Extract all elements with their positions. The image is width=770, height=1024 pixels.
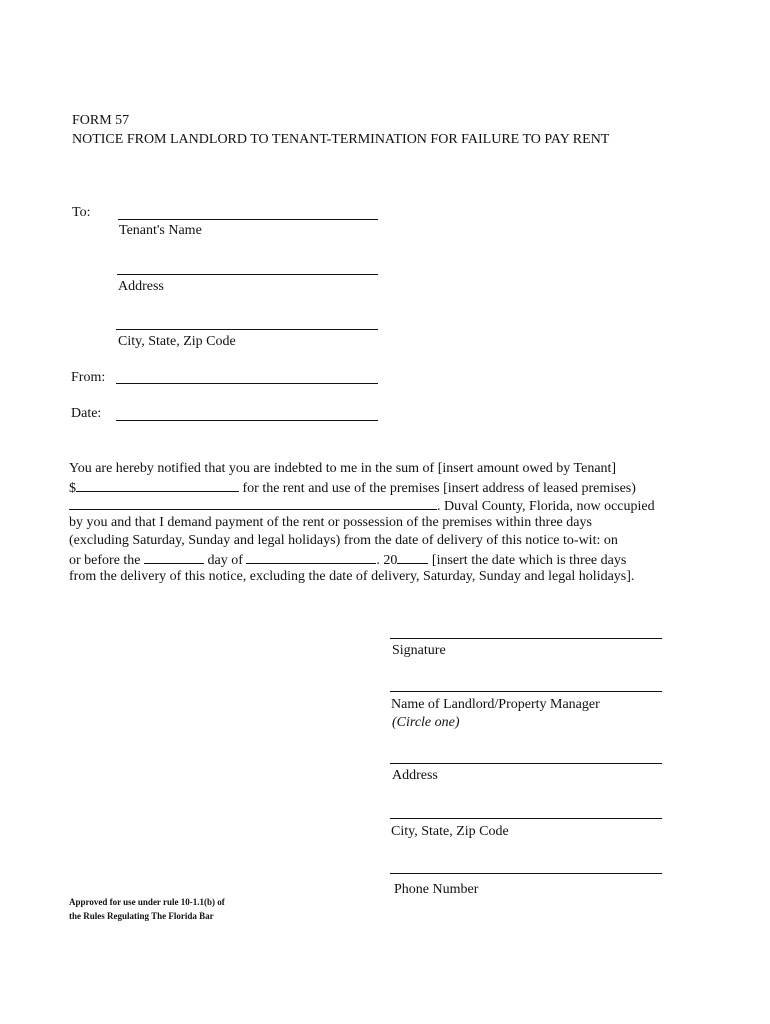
from-field[interactable] — [116, 383, 378, 384]
notice-line-4: by you and that I demand payment of the rent or possession of the premises within three days — [69, 515, 592, 530]
form-number: FORM 57 — [72, 113, 130, 128]
notice-line-1: You are hereby notified that you are indebted to me in the sum of [insert amount owed by Tenant] — [69, 461, 617, 476]
tenant-name-field[interactable] — [118, 219, 378, 220]
approval-line-1: Approved for use under rule 10-1.1(b) of — [69, 897, 225, 907]
phone-number-field[interactable] — [390, 873, 662, 874]
landlord-name-field[interactable] — [390, 691, 662, 692]
landlord-name-caption: Name of Landlord/Property Manager — [391, 697, 600, 712]
tenant-address-field[interactable] — [117, 274, 378, 275]
notice-line-2-text: for the rent and use of the premises [insert address of leased premises) — [242, 481, 636, 496]
landlord-address-caption: Address — [392, 768, 438, 783]
date-label: Date: — [71, 406, 102, 421]
signature-field[interactable] — [390, 638, 662, 639]
notice-line-6-c: . 20 — [376, 553, 398, 568]
date-field[interactable] — [116, 420, 378, 421]
notice-line-2 — [69, 478, 636, 498]
notice-line-6-a: or before the — [69, 553, 141, 568]
notice-line-5: (excluding Saturday, Sunday and legal holidays) from the date of delivery of this notice to-wit: on — [69, 533, 618, 548]
tenant-city-state-zip-caption: City, State, Zip Code — [118, 334, 236, 349]
form-title: NOTICE FROM LANDLORD TO TENANT-TERMINATION FOR FAILURE TO PAY RENT — [72, 132, 610, 147]
landlord-address-field[interactable] — [390, 763, 662, 764]
landlord-city-state-zip-caption: City, State, Zip Code — [391, 824, 509, 839]
tenant-address-caption: Address — [118, 279, 164, 294]
day-field[interactable] — [144, 550, 204, 564]
circle-one-note: (Circle one) — [392, 715, 460, 730]
notice-line-6-b: day of — [207, 553, 243, 568]
year-field[interactable] — [397, 550, 428, 564]
tenant-city-state-zip-field[interactable] — [116, 329, 378, 330]
notice-line-6 — [69, 550, 626, 570]
to-label: To: — [72, 205, 91, 220]
notice-line-7: from the delivery of this notice, excluding the date of delivery, Saturday, Sunday and legal holidays]. — [69, 569, 635, 584]
notice-line-3-text: . Duval County, Florida, now occupied — [437, 499, 655, 514]
phone-number-caption: Phone Number — [394, 882, 479, 897]
tenant-name-caption: Tenant's Name — [119, 223, 202, 238]
dollar-sign: $ — [69, 481, 76, 496]
premises-address-field[interactable] — [69, 496, 437, 510]
notice-line-3 — [69, 496, 655, 516]
amount-owed-field[interactable] — [76, 478, 239, 492]
landlord-city-state-zip-field[interactable] — [390, 818, 662, 819]
signature-caption: Signature — [392, 643, 446, 658]
month-field[interactable] — [246, 550, 376, 564]
from-label: From: — [71, 370, 106, 385]
approval-line-2: the Rules Regulating The Florida Bar — [69, 911, 214, 921]
notice-line-6-d: [insert the date which is three days — [431, 553, 627, 568]
